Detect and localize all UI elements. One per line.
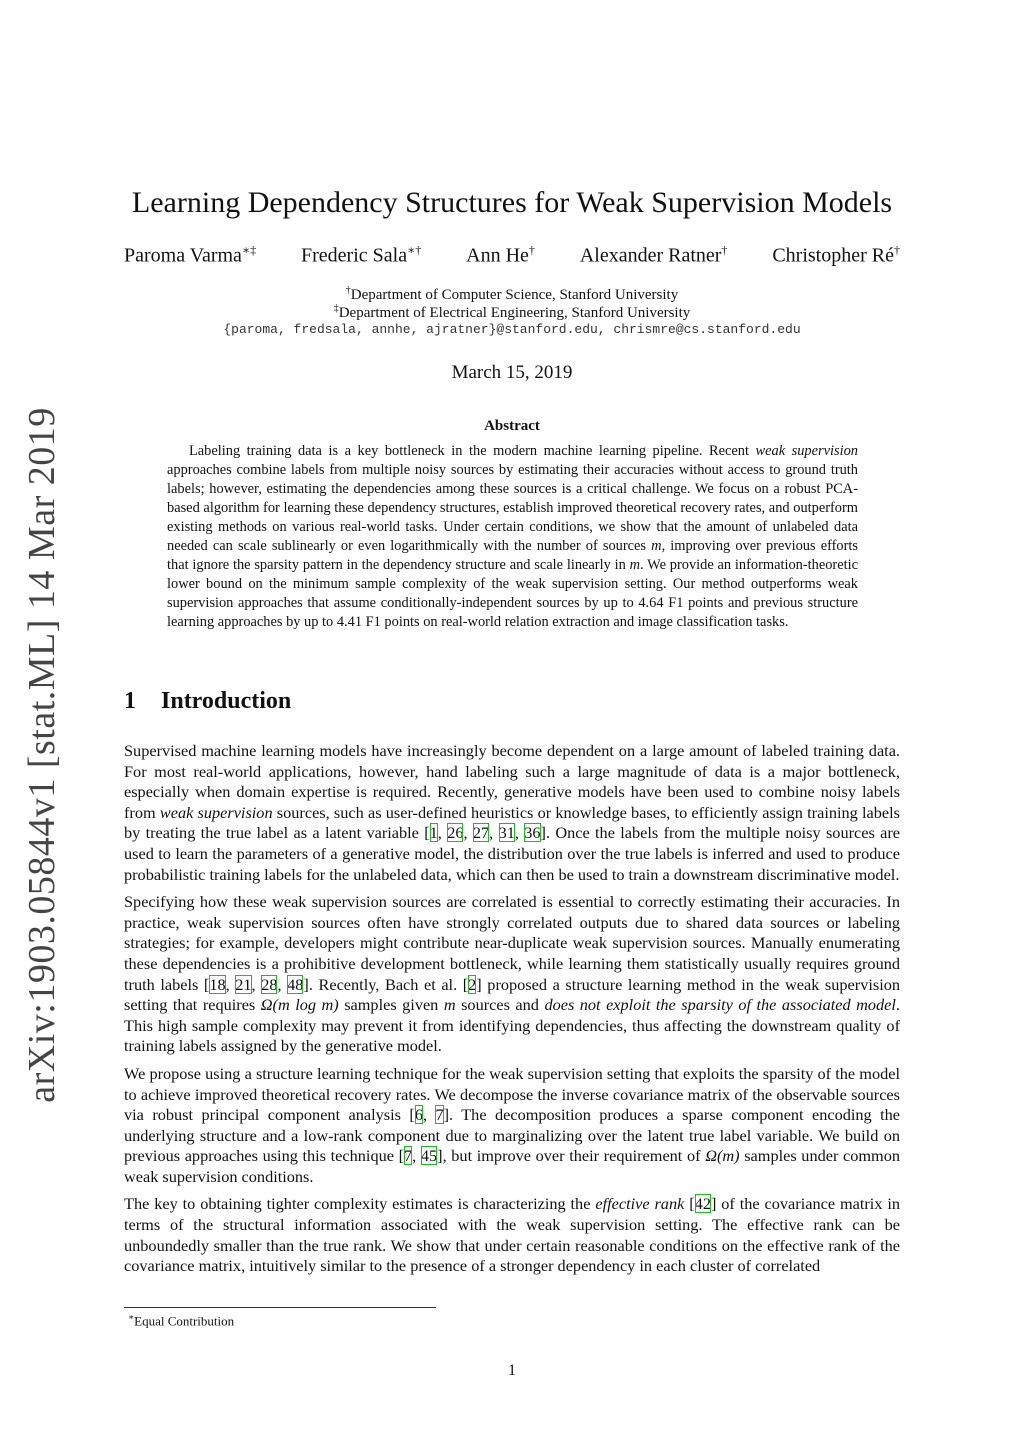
arxiv-stamp: arXiv:1903.05844v1 [stat.ML] 14 Mar 2019 (21, 407, 63, 1103)
page-number: 1 (508, 1362, 516, 1379)
paragraph: We propose using a structure learning technique for the weak supervision setting that exploits the sparsity of the model to achieve improved theoretical recovery rates. We decompose the inverse covariance matrix of the observable sources via robust principal component analysis [6, 7]. The decomposition produces a sparse component encoding the underlying structure and a low-rank component due to marginalizing over the latent true label variable. We build on previous approaches using this technique [7, 45], but improve over their requirement of Ω(m) samples under common weak supervision conditions. (124, 1063, 901, 1186)
citation[interactable]: [18, 21, 28, 48] (203, 974, 309, 994)
abstract-heading: Abstract (484, 418, 540, 434)
author: Alexander Ratner† (579, 243, 728, 267)
footnote: ∗Equal Contribution (128, 1312, 235, 1329)
paper-title: Learning Dependency Structures for Weak Supervision Models (131, 186, 893, 219)
paper-date: March 15, 2019 (451, 362, 573, 383)
affiliation: †Department of Computer Science, Stanford University (345, 285, 679, 303)
citation[interactable]: [1, 26, 27, 31, 36] (424, 823, 546, 843)
introduction-body (124, 741, 900, 1284)
author-emails: {paroma, fredsala, annhe, ajratner}@stanford.edu, chrismre@cs.stanford.edu (223, 322, 801, 337)
abstract-text: Labeling training data is a key bottleneck in the modern machine learning pipeline. Recent weak supervision approaches combine labels from multiple noisy sources by estimating their accuracies without access to ground truth labels; however, estimating the dependencies among these sources is a critical challenge. We focus on a robust PCA-based algorithm for learning these dependency structures, establish improved theoretical recovery rates, and outperform existing methods on various real-world tasks. Under certain conditions, we show that the amount of unlabeled data needed can scale sublinearly or even logarithmically with the number of sources m, improving over previous efforts that ignore the sparsity pattern in the dependency structure and scale linearly in m. We provide an information-theoretic lower bound on the minimum sample complexity of the weak supervision setting. Our method outperforms weak supervision approaches that assume conditionally-independent sources by up to 4.64 F1 points and previous structure learning approaches by up to 4.41 F1 points on real-world relation extraction and image classification tasks. (167, 443, 859, 630)
paragraph: The key to obtaining tighter complexity estimates is characterizing the effective rank [42] of the covariance matrix in terms of the structural information associated with the weak supervision setting. The effective rank can be unboundedly smaller than the true rank. We show that under certain reasonable conditions on the effective rank of the covariance matrix, intuitively similar to the presence of a stronger dependency in each cluster of correlated (124, 1194, 901, 1276)
paragraph: Supervised machine learning models have increasingly become dependent on a large amount of labeled training data. For most real-world applications, however, hand labeling such a large magnitude of data is a major bottleneck, especially when domain expertise is required. Recently, generative models have been used to combine noisy labels from weak supervision sources, such as user-defined heuristics or knowledge bases, to efficiently assign training labels by treating the true label as a latent variable [1, 26, 27, 31, 36]. Once the labels from the multiple noisy sources are used to learn the parameters of a generative model, the distribution over the true labels is inferred and used to produce probabilistic training labels for the unlabeled data, which can then be used to train a downstream discriminative model. (124, 741, 901, 884)
author: Paroma Varma∗‡ (124, 243, 257, 267)
section-heading: 1 Introduction (124, 688, 292, 714)
footnote-rule (124, 1307, 436, 1308)
citation[interactable]: [6, 7] (409, 1105, 450, 1125)
author: Christopher Ré† (772, 243, 900, 267)
citation[interactable]: [42] (689, 1194, 717, 1214)
citation[interactable]: [2] (462, 974, 482, 994)
affiliation: ‡Department of Electrical Engineering, Stanford University (333, 303, 691, 321)
author: Ann He† (466, 243, 535, 267)
citation[interactable]: [7, 45] (398, 1146, 443, 1166)
author: Frederic Sala∗† (301, 243, 422, 267)
paragraph: Specifying how these weak supervision sources are correlated is essential to correctly estimating their accuracies. In practice, weak supervision sources often have strongly correlated outputs due to shared data sources or labeling strategies; for example, developers might contribute near-duplicate weak supervision sources. Manually enumerating these dependencies is a prohibitive development bottleneck, while learning them statistically usually requires ground truth labels [18, 21, 28, 48]. Recently, Bach et al. [2] proposed a structure learning method in the weak supervision setting that requires Ω(m log m) samples given m sources and does not exploit the sparsity of the associated model. This high sample complexity may prevent it from identifying dependencies, thus affecting the downstream quality of training labels assigned by the generative model. (124, 892, 900, 1056)
author-list (124, 243, 900, 268)
